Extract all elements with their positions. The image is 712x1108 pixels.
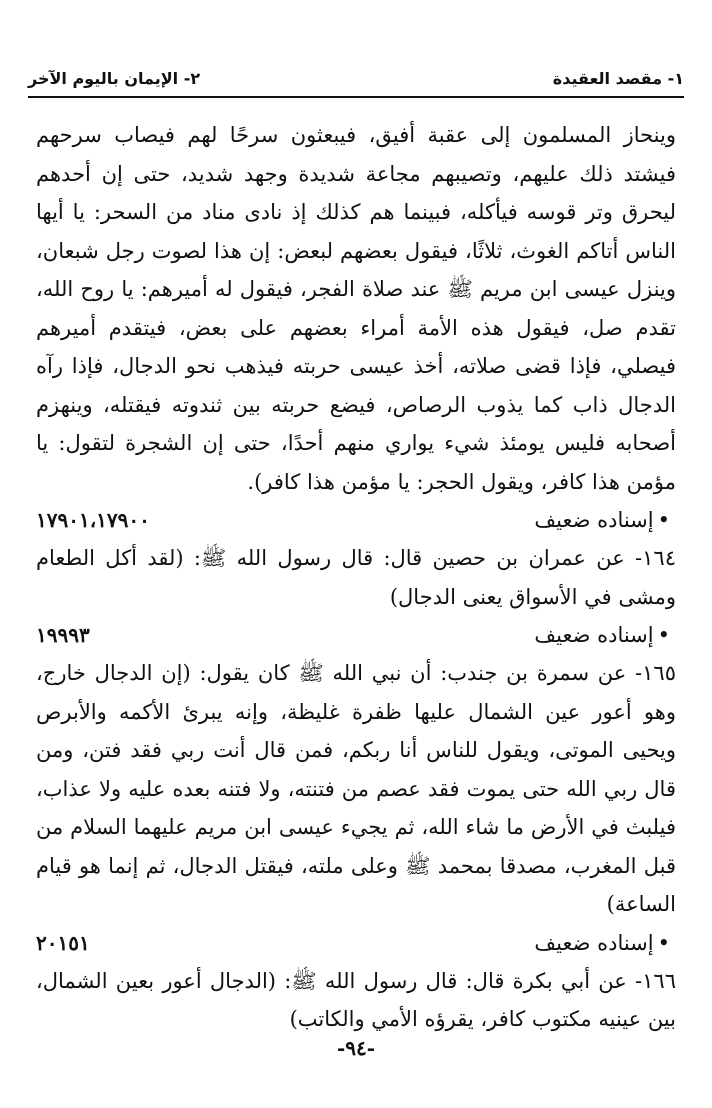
- header-chapter-title: ١- مقصد العقيدة: [552, 68, 684, 88]
- isnad-grade: [534, 924, 676, 962]
- header-divider: [28, 96, 684, 98]
- isnad-row: [36, 501, 676, 539]
- running-header: [28, 60, 684, 96]
- header-section-title: ٢- الإيمان باليوم الآخر: [28, 68, 201, 88]
- hadith-165: ١٦٥- عن سمرة بن جندب: أن نبي الله ﷺ كان يقول: (إن الدجال خارج، وهو أعور عين الشمال عليها ظفرة غليظة، وإنه يبرئ الأكمه والأبرص ويحيى الموتى، ويقول للناس أنا ربكم، فمن قال أنت ربي فقد فتن، ومن قال ربي الله حتى يموت فقد عصم من فتنته، ولا فتنه بعده عليه ولا عذاب، فيلبث في الأرض ما شاء الله، ثم يجيء عيسى ابن مريم عليهما السلام من قبل المغرب، مصدقا بمحمد ﷺ وعلى ملته، فيقتل الدجال، ثم إنما هو قيام الساعة): [36, 661, 676, 916]
- isnad-row: [36, 616, 676, 654]
- hadith-166: ١٦٦- عن أبي بكرة قال: قال رسول الله ﷺ: (الدجال أعور بعين الشمال، بين عينيه مكتوب كافر، يقرؤه الأمي والكاتب): [36, 968, 676, 1031]
- hadith-reference-numbers: ٢٠١٥١: [36, 930, 90, 955]
- isnad-grade: [534, 616, 676, 654]
- isnad-grade-text: إسناده ضعيف: [534, 508, 654, 532]
- bullet-icon: •: [657, 930, 670, 955]
- isnad-grade: [534, 501, 676, 539]
- hadith-164: ١٦٤- عن عمران بن حصين قال: قال رسول الله ﷺ: (لقد أكل الطعام ومشى في الأسواق يعنى الدجال): [36, 546, 676, 609]
- hadith-reference-numbers: ١٧٩٠١،١٧٩٠٠: [36, 508, 150, 532]
- isnad-row: [36, 924, 676, 962]
- continued-hadith-text: وينحاز المسلمون إلى عقبة أفيق، فيبعثون سرحًا لهم فيصاب سرحهم فيشتد ذلك عليهم، وتصيبهم مجاعة شديدة وجهد شديد، حتى إن أحدهم ليحرق وتر قوسه فيأكله، فبينما هم كذلك إذ نادى مناد من السحر: يا أيها الناس أتاكم الغوث، ثلاثًا، فيقول بعضهم لبعض: إن هذا لصوت رجل شبعان، وينزل عيسى ابن مريم ﷺ عند صلاة الفجر، فيقول له أميرهم: يا روح الله، تقدم صل، فيقول هذه الأمة أمراء بعضهم على بعض، فيتقدم أميرهم فيصلي، فإذا قضى صلاته، أخذ عيسى حربته فيذهب نحو الدجال، فإذا رآه الدجال ذاب كما يذوب الرصاص، فيضع حربته بين ثندوته فيقتله، وينهزم أصحابه فليس يومئذ شيء يواري منهم أحدًا، حتى إن الشجرة لتقول: يا مؤمن هذا كافر، ويقول الحجر: يا مؤمن هذا كافر).: [36, 123, 676, 494]
- page-number: -٩٤-: [336, 1036, 376, 1060]
- bullet-icon: •: [657, 623, 670, 647]
- hadith-reference-numbers: ١٩٩٩٣: [36, 623, 90, 647]
- bullet-icon: •: [657, 508, 670, 532]
- isnad-grade-text: إسناده ضعيف: [534, 930, 654, 955]
- page-body: [36, 116, 676, 1039]
- isnad-grade-text: إسناده ضعيف: [534, 623, 654, 647]
